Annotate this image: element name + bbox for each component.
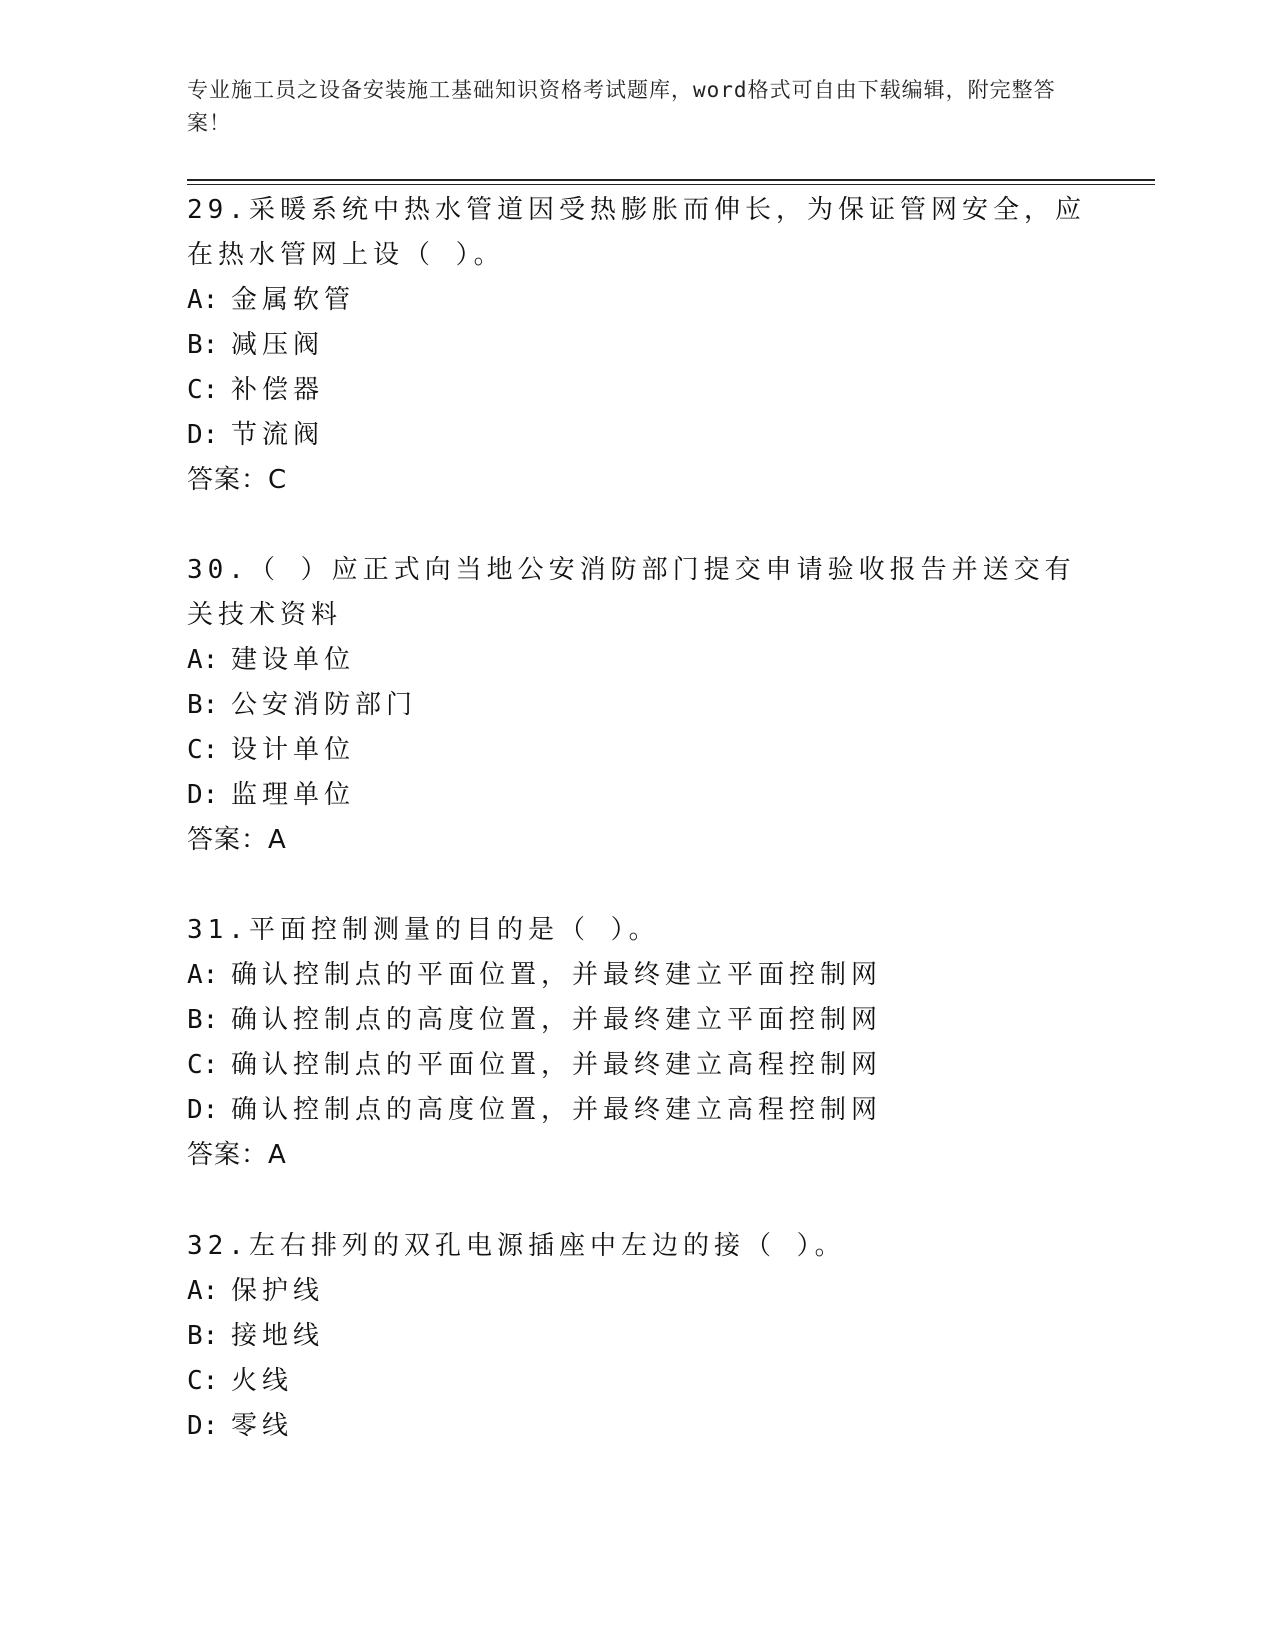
option-text: 监理单位 [231,780,356,810]
option-text: 确认控制点的平面位置，并最终建立平面控制网 [231,960,883,990]
option-text: 建设单位 [231,645,356,675]
option-text: 确认控制点的平面位置，并最终建立高程控制网 [231,1050,883,1080]
option-a [187,1269,1087,1314]
option-a [187,953,1087,998]
option-key: A: [187,960,219,990]
option-key: D: [187,420,219,450]
question-30 [187,548,1087,863]
option-text: 接地线 [231,1321,325,1351]
question-stem: 29.采暖系统中热水管道因受热膨胀而伸长，为保证管网安全，应在热水管网上设（ ）。 [187,195,1086,270]
option-text: 金属软管 [231,285,356,315]
option-key: C: [187,1050,219,1080]
option-key: B: [187,690,219,720]
question-31 [187,908,1087,1178]
option-c [187,728,1087,773]
option-text: 公安消防部门 [231,690,418,720]
option-text: 火线 [231,1366,294,1396]
question-stem: 31.平面控制测量的目的是（ ）。 [187,915,660,945]
option-key: D: [187,1411,219,1441]
option-c [187,1359,1087,1404]
option-key: B: [187,1321,219,1351]
option-text: 保护线 [231,1276,325,1306]
option-c [187,1043,1087,1088]
option-text: 确认控制点的高度位置，并最终建立平面控制网 [231,1005,883,1035]
header-divider-thick [187,179,1155,181]
question-stem: 30.（ ）应正式向当地公安消防部门提交申请验收报告并送交有关技术资料 [187,555,1076,630]
option-a [187,278,1087,323]
option-key: A: [187,285,219,315]
document-header: 专业施工员之设备安装施工基础知识资格考试题库，word格式可自由下载编辑，附完整答案！ [187,78,1056,135]
option-key: B: [187,1005,219,1035]
option-b [187,323,1087,368]
option-key: C: [187,1366,219,1396]
option-text: 设计单位 [231,735,356,765]
question-29 [187,188,1087,503]
option-b [187,998,1087,1043]
option-d [187,1088,1087,1133]
option-a [187,638,1087,683]
option-key: B: [187,330,219,360]
option-key: D: [187,1095,219,1125]
option-key: A: [187,1276,219,1306]
option-key: C: [187,735,219,765]
option-key: C: [187,375,219,405]
answer-line: 答案：A [187,825,287,855]
header-divider-thin [187,184,1155,185]
option-text: 确认控制点的高度位置，并最终建立高程控制网 [231,1095,883,1125]
option-d [187,413,1087,458]
question-32 [187,1224,1087,1449]
question-stem: 32.左右排列的双孔电源插座中左边的接（ ）。 [187,1231,846,1261]
option-text: 补偿器 [231,375,325,405]
option-key: D: [187,780,219,810]
answer-line: 答案：C [187,465,288,495]
option-b [187,683,1087,728]
option-text: 减压阀 [231,330,325,360]
option-c [187,368,1087,413]
option-d [187,773,1087,818]
option-text: 零线 [231,1411,294,1441]
option-key: A: [187,645,219,675]
answer-line: 答案：A [187,1140,287,1170]
option-b [187,1314,1087,1359]
option-d [187,1404,1087,1449]
option-text: 节流阀 [231,420,325,450]
